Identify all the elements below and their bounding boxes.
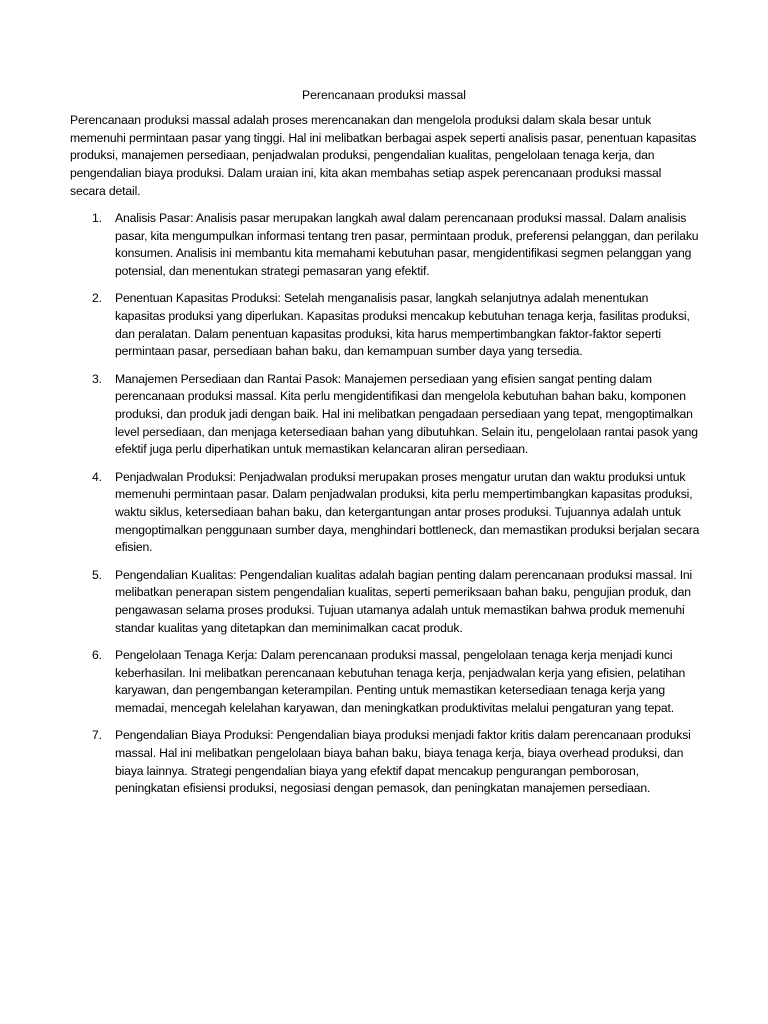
list-item [70, 647, 700, 718]
list-item-text: Pengelolaan Tenaga Kerja: Dalam perencanaan produksi massal, pengelolaan tenaga kerja menjadi kunci keberhasilan. Ini melibatkan perencanaan kebutuhan tenaga kerja, penjadwalan kerja yang efisien, pelatihan karyawan, dan pengembangan keterampilan. Penting untuk memastikan ketersediaan tenaga kerja yang memadai, mencegah kelelahan karyawan, dan meningkatkan produktivitas melalui pengaturan yang tepat. [115, 647, 686, 716]
list-item-number: 5. [92, 567, 102, 582]
list-item-number: 6. [92, 647, 102, 662]
list-item [70, 290, 700, 361]
list-item-text: Penentuan Kapasitas Produksi: Setelah menganalisis pasar, langkah selanjutnya adalah menentukan kapasitas produksi yang diperlukan. Kapasitas produksi mencakup kebutuhan tenaga kerja, fasilitas produksi, dan peralatan. Dalam penentuan kapasitas produksi, kita harus mempertimbangkan faktor-faktor seperti permintaan pasar, persediaan bahan baku, dan kemampuan sumber daya yang tersedia. [115, 291, 690, 359]
list-item-number: 1. [92, 211, 102, 225]
list-item-text: Pengendalian Biaya Produksi: Pengendalian biaya produksi menjadi faktor kritis dalam perencanaan produksi massal. Hal ini melibatkan pengelolaan biaya bahan baku, biaya tenaga kerja, biaya overhead produksi, dan biaya lainnya. Strategi pengendalian biaya yang efektif dapat mencakup pengurangan pemborosan, peningkatan efisiensi produksi, negosiasi dengan pemasok, dan peningkatan manajemen persediaan. [115, 728, 691, 796]
list-item-text: Analisis Pasar: Analisis pasar merupakan langkah awal dalam perencanaan produksi massal. Dalam analisis pasar, kita mengumpulkan informasi tentang tren pasar, permintaan produk, preferensi pelanggan, dan perilaku konsumen. Analisis ini membantu kita memahami kebutuhan pasar, mengidentifikasi segmen pelanggan yang potensial, dan menentukan strategi pemasaran yang efektif. [115, 211, 699, 279]
list-item [70, 469, 700, 558]
list-item-number: 3. [92, 371, 102, 386]
intro-paragraph: Perencanaan produksi massal adalah proses merencanakan dan mengelola produksi dalam skala besar untuk memenuhi permintaan pasar yang tinggi. Hal ini melibatkan berbagai aspek seperti analisis pasar, penentuan kapasitas produksi, manajemen persediaan, penjadwalan produksi, pengendalian kualitas, pengelolaan tenaga kerja, dan pengendalian biaya produksi. Dalam uraian ini, kita akan membahas setiap aspek perencanaan produksi massal secara detail. [70, 113, 697, 198]
list-item-text: Manajemen Persediaan dan Rantai Pasok: Manajemen persediaan yang efisien sangat penting dalam perencanaan produksi massal. Kita perlu mengidentifikasi dan mengelola kebutuhan bahan baku, komponen produksi, dan produk jadi dengan baik. Hal ini melibatkan pengadaan persediaan yang tepat, mengoptimalkan level persediaan, dan menjaga ketersediaan bahan yang dibutuhkan. Selain itu, pengelolaan rantai pasok yang efektif juga perlu diperhatikan untuk memastikan kelancaran aliran persediaan. [115, 371, 698, 457]
list-item [70, 371, 700, 460]
list-item-number: 4. [92, 469, 102, 484]
numbered-list [70, 210, 700, 808]
list-item [70, 210, 700, 281]
list-item-number: 7. [92, 728, 102, 743]
list-item-number: 2. [92, 291, 102, 306]
document-title: Perencanaan produksi massal [302, 88, 466, 102]
list-item [70, 567, 700, 638]
list-item-text: Pengendalian Kualitas: Pengendalian kualitas adalah bagian penting dalam perencanaan produksi massal. Ini melibatkan penerapan sistem pengendalian kualitas, seperti pemeriksaan bahan baku, pengujian produk, dan pengawasan selama proses produksi. Tujuan utamanya adalah untuk memastikan bahwa produk memenuhi standar kualitas yang ditetapkan dan meminimalkan cacat produk. [115, 567, 693, 635]
list-item [70, 727, 700, 798]
list-item-text: Penjadwalan Produksi: Penjadwalan produksi merupakan proses mengatur urutan dan waktu produksi untuk memenuhi permintaan pasar. Dalam penjadwalan produksi, kita perlu mempertimbangkan kapasitas produksi, waktu siklus, ketersediaan bahan baku, dan ketergantungan antar proses produksi. Tujuannya adalah untuk mengoptimalkan penggunaan sumber daya, menghindari bottleneck, dan memastikan produksi berjalan secara efisien. [115, 469, 700, 555]
